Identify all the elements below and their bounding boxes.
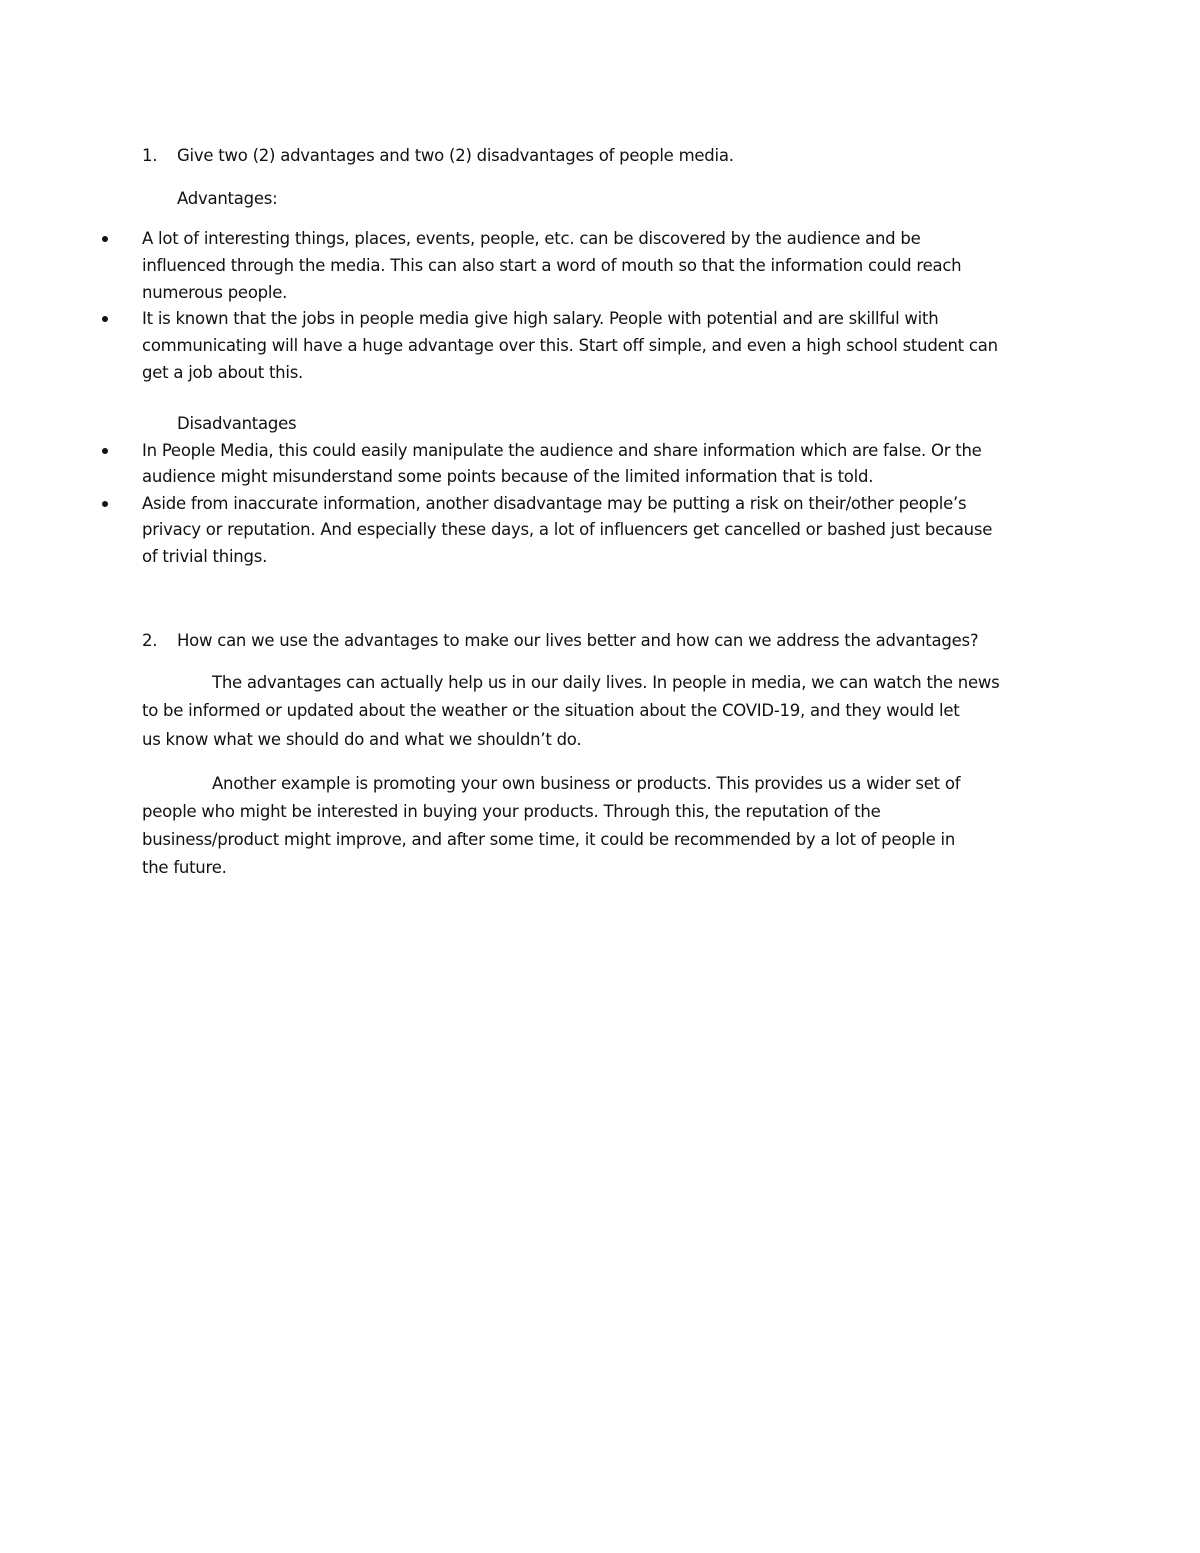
answer-paragraph-2-line-3: business/product might improve, and after some time, it could be recommended by a lot of people in (142, 830, 956, 849)
question-2-text: How can we use the advantages to make our lives better and how can we address the advantages? (177, 631, 979, 650)
bullet-icon (102, 236, 108, 242)
advantage-2-line-2: communicating will have a huge advantage over this. Start off simple, and even a high school student can (142, 336, 998, 355)
disadvantage-1-line-1: In People Media, this could easily manipulate the audience and share information which are false. Or the (142, 441, 982, 460)
disadvantages-heading: Disadvantages (177, 414, 297, 433)
advantage-2-line-1: It is known that the jobs in people media give high salary. People with potential and are skillful with (142, 309, 939, 328)
answer-paragraph-1-line-3: us know what we should do and what we shouldn’t do. (142, 730, 582, 749)
bullet-icon (102, 501, 108, 507)
question-2-number: 2. (142, 631, 158, 650)
disadvantage-2-line-3: of trivial things. (142, 547, 268, 566)
disadvantage-2-line-1: Aside from inaccurate information, another disadvantage may be putting a risk on their/other people’s (142, 494, 967, 513)
disadvantage-1-line-2: audience might misunderstand some points because of the limited information that is told. (142, 467, 874, 486)
answer-paragraph-2-line-1: Another example is promoting your own business or products. This provides us a wider set of (212, 774, 961, 793)
answer-paragraph-1-line-1: The advantages can actually help us in our daily lives. In people in media, we can watch the news (212, 673, 1000, 692)
bullet-icon (102, 448, 108, 454)
advantage-1-line-1: A lot of interesting things, places, events, people, etc. can be discovered by the audience and be (142, 229, 921, 248)
advantages-heading: Advantages: (177, 189, 278, 208)
disadvantage-2-line-2: privacy or reputation. And especially these days, a lot of influencers get cancelled or bashed just because (142, 520, 993, 539)
advantage-1-line-3: numerous people. (142, 283, 288, 302)
question-1-number: 1. (142, 146, 158, 165)
advantage-1-line-2: influenced through the media. This can also start a word of mouth so that the information could reach (142, 256, 962, 275)
question-1-text: Give two (2) advantages and two (2) disadvantages of people media. (177, 146, 734, 165)
answer-paragraph-1-line-2: to be informed or updated about the weather or the situation about the COVID-19, and they would let (142, 701, 960, 720)
answer-paragraph-2-line-4: the future. (142, 858, 227, 877)
advantage-2-line-3: get a job about this. (142, 363, 304, 382)
answer-paragraph-2-line-2: people who might be interested in buying your products. Through this, the reputation of the (142, 802, 881, 821)
bullet-icon (102, 316, 108, 322)
